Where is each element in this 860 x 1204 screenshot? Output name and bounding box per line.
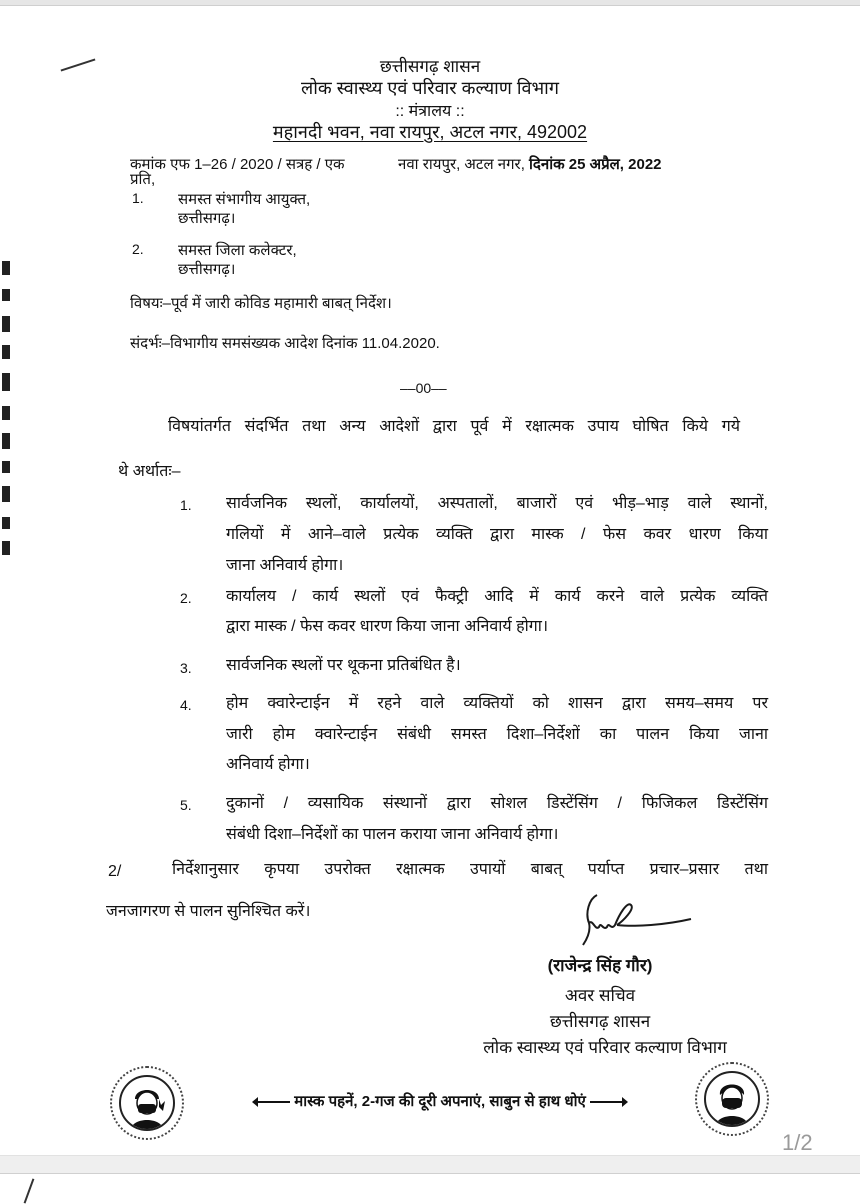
page-indicator: 1/2: [782, 1130, 813, 1155]
intro-line: थे अर्थातः–: [118, 463, 181, 480]
intro-line: विषयांतर्गत संदर्भित तथा अन्य आदेशों द्वारा पूर्व में रक्षात्मक उपाय घोषित किये गये: [168, 418, 740, 435]
page-separator: [0, 1155, 860, 1174]
recipient-line: छत्तीसगढ़।: [178, 261, 236, 278]
recipient-line: समस्त संभागीय आयुक्त,: [178, 191, 311, 208]
slogan-text: मास्क पहनें, 2-गज की दूरी अपनाएं, साबुन से हाथ धोएं: [294, 1093, 586, 1110]
measure-line: जारी होम क्वारेन्टाईन संबंधी समस्त दिशा–निर्देशों का पालन किया जाना: [226, 726, 768, 743]
signature-icon: [575, 891, 695, 951]
measure-line: गलियों में आने–वाले प्रत्येक व्यक्ति द्वारा मास्क / फेस कवर धारण किया: [226, 526, 768, 543]
measure-line: द्वारा मास्क / फेस कवर धारण किया जाना अनिवार्य होगा।: [226, 618, 549, 635]
measure-line: जाना अनिवार्य होगा।: [226, 557, 344, 574]
letterhead-department: लोक स्वास्थ्य एवं परिवार कल्याण विभाग: [301, 78, 559, 98]
measure-number: 4.: [180, 697, 192, 713]
date: दिनांक 25 अप्रैल, 2022: [529, 156, 662, 173]
footer-slogan: [200, 1091, 680, 1111]
measure-line: सार्वजनिक स्थलों पर थूकना प्रतिबंधित है।: [226, 657, 461, 674]
recipient-number: 2.: [132, 241, 144, 257]
place-and-date: [398, 154, 662, 174]
signatory-government: छत्तीसगढ़ शासन: [549, 1012, 651, 1031]
reference-line: संदर्भः–विभागीय समसंख्यक आदेश दिनांक 11.04.2020.: [130, 335, 440, 352]
reference-number: कमांक एफ 1–26 / 2020 / सत्रह / एक: [130, 156, 345, 173]
signatory-designation: अवर सचिव: [564, 986, 636, 1005]
measure-number: 1.: [180, 497, 192, 513]
measure-number: 3.: [180, 660, 192, 676]
footer-slogan-bar: [110, 1064, 760, 1144]
separator: ––00––: [400, 380, 447, 396]
measure-line: संबंधी दिशा–निर्देशों का पालन कराया जाना अनिवार्य होगा।: [226, 826, 559, 843]
measure-line: दुकानों / व्यसायिक संस्थानों द्वारा सोशल डिस्टेंसिंग / फिजिकल डिस्टेंसिंग: [226, 795, 768, 812]
measure-line: होम क्वारेन्टाईन में रहने वाले व्यक्तियों को शासन द्वारा समय–समय पर: [226, 695, 768, 712]
paragraph-line: निर्देशानुसार कृपया उपरोक्त रक्षात्मक उपायों बाबत् पर्याप्त प्रचार–प्रसार तथा: [172, 861, 768, 878]
paragraph-number: 2/: [108, 863, 122, 880]
woman-mask-icon: [110, 1066, 184, 1140]
measure-number: 5.: [180, 797, 192, 813]
arrow-left-icon: [256, 1101, 290, 1103]
place: नवा रायपुर, अटल नगर,: [398, 156, 530, 173]
letterhead-ministry: :: मंत्रालय ::: [395, 103, 465, 120]
signatory-department: लोक स्वास्थ्य एवं परिवार कल्याण विभाग: [483, 1038, 727, 1057]
measure-number: 2.: [180, 590, 192, 606]
measure-line: अनिवार्य होगा।: [226, 756, 310, 773]
paragraph-line: जनजागरण से पालन सुनिश्चित करें।: [106, 903, 311, 920]
scan-edge-marks: [0, 261, 14, 561]
measure-line: कार्यालय / कार्य स्थलों एवं फैक्ट्री आदि में कार्य करने वाले प्रत्येक व्यक्ति: [226, 588, 768, 605]
subject-line: विषयः–पूर्व में जारी कोविड महामारी बाबत् निर्देश।: [130, 295, 392, 312]
man-mask-icon: [695, 1062, 769, 1136]
letterhead-government: छत्तीसगढ़ शासन: [379, 57, 481, 76]
measure-line: सार्वजनिक स्थलों, कार्यालयों, अस्पतालों, बाजारों एवं भीड़–भाड़ वाले स्थानों,: [226, 495, 768, 512]
to-label: प्रति,: [130, 171, 156, 188]
recipient-line: समस्त जिला कलेक्टर,: [178, 242, 297, 259]
document-page: [0, 6, 860, 1155]
recipient-line: छत्तीसगढ़।: [178, 210, 236, 227]
arrow-right-icon: [590, 1101, 624, 1103]
letterhead-address: महानदी भवन, नवा रायपुर, अटल नगर, 492002: [272, 122, 588, 142]
recipient-number: 1.: [132, 190, 144, 206]
signatory-name: (राजेन्द्र सिंह गौर): [547, 956, 653, 975]
